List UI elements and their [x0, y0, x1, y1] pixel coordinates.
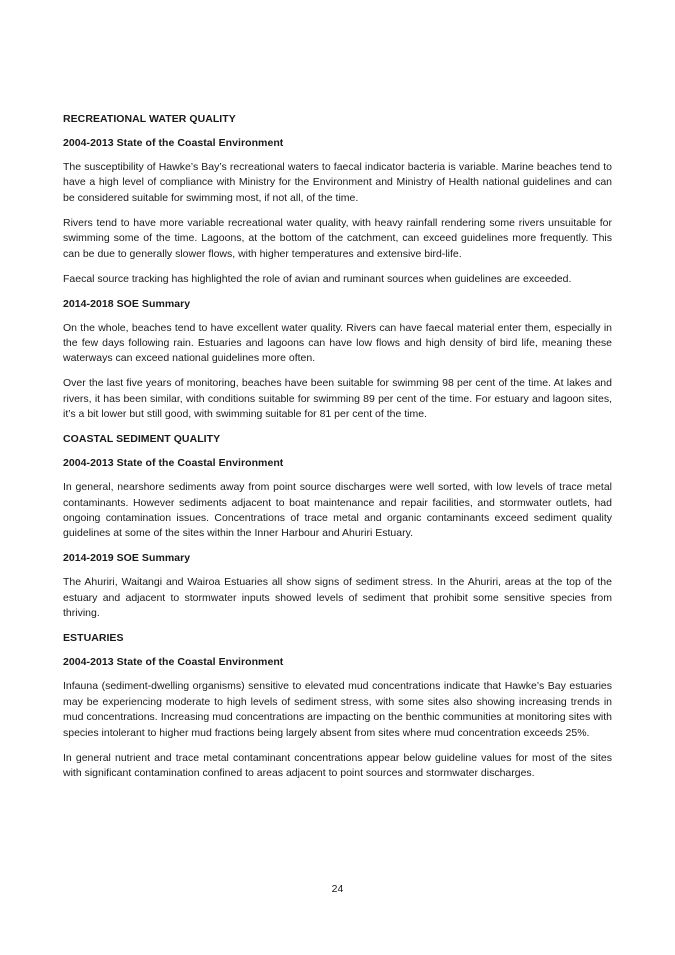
paragraph: Over the last five years of monitoring, beaches have been suitable for swimming 98 per cent of the time. At lakes and rivers, it has been similar, with conditions suitable for swimming 89 per cent of the time. For estuary and lagoon sites, it’s a bit lower but still good, with swimming suitable for 81 per cent of the time.: [63, 377, 612, 421]
page-number: 24: [331, 883, 344, 895]
subsection-heading: 2014-2018 SOE Summary: [63, 297, 191, 310]
paragraph: Faecal source tracking has highlighted the role of avian and ruminant sources when guidelines are exceeded.: [63, 272, 572, 285]
subsection-heading: 2014-2019 SOE Summary: [63, 552, 191, 565]
section-heading-estuaries: ESTUARIES: [63, 632, 124, 645]
paragraph: The susceptibility of Hawke’s Bay’s recreational waters to faecal indicator bacteria is variable. Marine beaches tend to have a high level of compliance with Ministry for the Environment and Ministry of Health national guidelines and can be considered suitable for swimming most, if not all, of the time.: [63, 161, 612, 204]
paragraph: In general nutrient and trace metal contaminant concentrations appear below guideline values for most of the sites with significant contamination confined to areas adjacent to point sources and stormwater discharges.: [63, 751, 612, 779]
paragraph: The Ahuriri, Waitangi and Wairoa Estuaries all show signs of sediment stress. In the Ahuriri, areas at the top of the estuary and adjacent to stormwater inputs showed levels of sediment that prohibit some sensitive species from thriving.: [63, 576, 612, 620]
paragraph: Infauna (sediment-dwelling organisms) sensitive to elevated mud concentrations indicate that Hawke’s Bay estuaries may be experiencing moderate to high levels of sediment stress, with some sites also showing increasing trends in mud concentrations. Increasing mud concentrations are impacting on the benthic communities at monitoring sites with species intolerant to higher mud fractions being largely absent from sites where mud concentration exceeds 25%.: [63, 680, 612, 739]
section-heading-recreational-water-quality: RECREATIONAL WATER QUALITY: [63, 113, 236, 125]
subsection-heading: 2004-2013 State of the Coastal Environment: [63, 457, 284, 470]
section-heading-coastal-sediment-quality: COASTAL SEDIMENT QUALITY: [63, 433, 221, 446]
subsection-heading: 2004-2013 State of the Coastal Environment: [63, 656, 284, 669]
document-body: [63, 112, 612, 791]
paragraph: On the whole, beaches tend to have excellent water quality. Rivers can have faecal material enter them, especially in the few days following rain. Estuaries and lagoons can have low flows and high density of bird life, meaning these waterways can exceed national guidelines more often.: [63, 321, 612, 365]
subsection-heading: 2004-2013 State of the Coastal Environment: [63, 137, 284, 149]
paragraph: In general, nearshore sediments away from point source discharges were well sorted, with low levels of trace metal contaminants. However sediments adjacent to boat maintenance and repair facilities, and stormwater outlets, had ongoing contamination issues. Concentrations of trace metal and organic contaminants exceed sediment quality guidelines at some of the sites within the Inner Harbour and Ahuriri Estuary.: [63, 481, 612, 540]
paragraph: Rivers tend to have more variable recreational water quality, with heavy rainfall rendering some rivers unsuitable for swimming some of the time. Lagoons, at the bottom of the catchment, can exceed guidelines more frequently. This can be due to generally slower flows, with higher temperatures and extensive bird-life.: [63, 216, 612, 260]
